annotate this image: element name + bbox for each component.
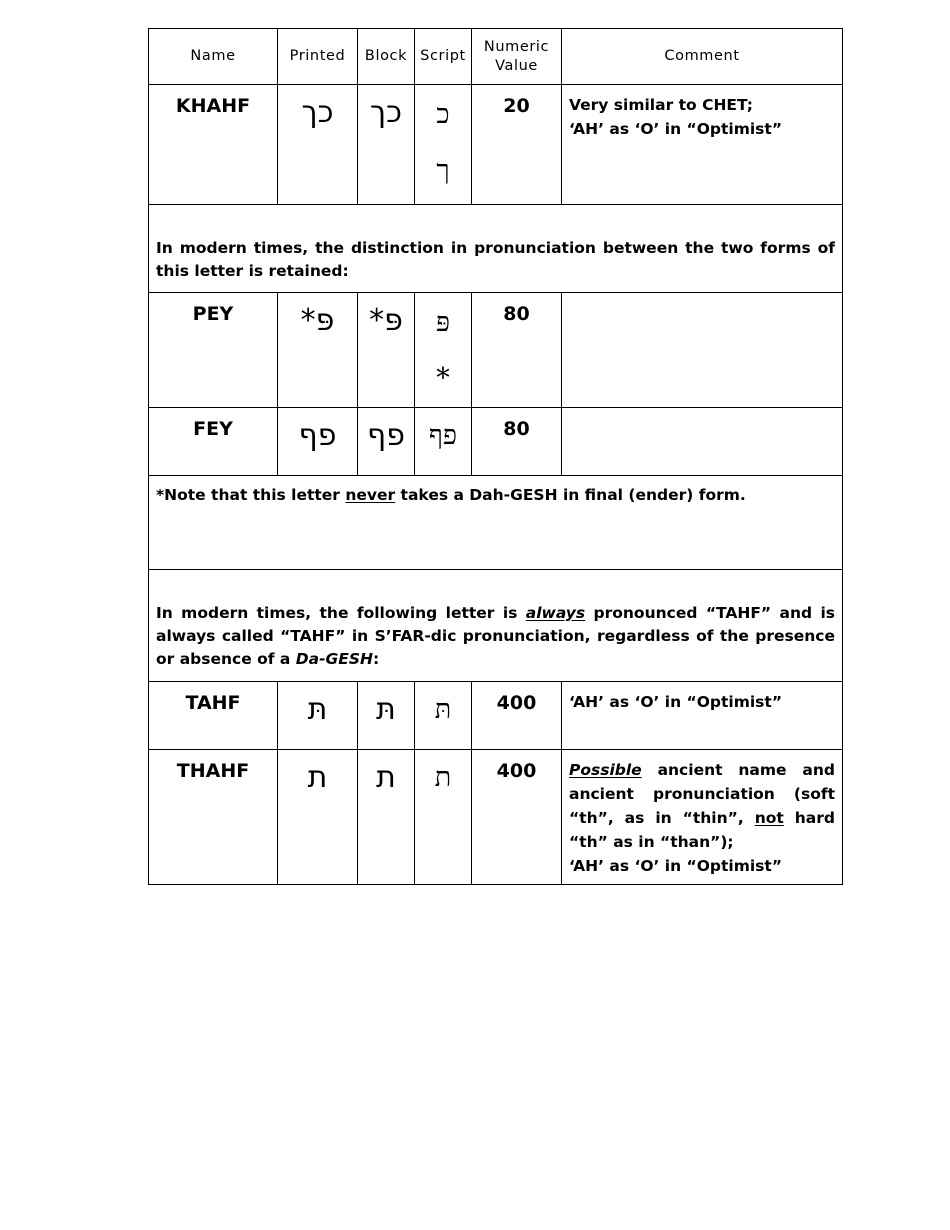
comment	[562, 408, 843, 476]
note-row-tahf	[149, 570, 843, 682]
note-dagesh-suffix: takes a Dah-GESH in final (ender) form.	[395, 486, 746, 504]
table-row-fey	[149, 408, 843, 476]
comment	[562, 750, 843, 885]
header-printed: Printed	[278, 29, 358, 85]
script-form-line2: *	[436, 363, 450, 394]
numeric-value: 400	[472, 682, 562, 750]
note-distinction: In modern times, the distinction in pronunciation between the two forms of this letter is retained:	[149, 205, 843, 293]
numeric-value: 20	[472, 85, 562, 205]
printed-form: *פּ	[278, 293, 358, 408]
letter-name: TAHF	[149, 682, 278, 750]
printed-form: ת	[278, 750, 358, 885]
header-name: Name	[149, 29, 278, 85]
printed-form: כך	[278, 85, 358, 205]
table-row-pey	[149, 293, 843, 408]
printed-form: פף	[278, 408, 358, 476]
block-form: ת	[358, 750, 415, 885]
numeric-value: 400	[472, 750, 562, 885]
table-row-tahf	[149, 682, 843, 750]
note-dagesh-never: never	[345, 486, 396, 504]
letter-name: PEY	[149, 293, 278, 408]
comment-possible: Possible	[569, 761, 642, 779]
note-tahf-dagesh: Da-GESH	[295, 650, 373, 668]
letter-name: KHAHF	[149, 85, 278, 205]
hebrew-letters-table	[148, 28, 843, 885]
comment-part2: hard “th” as in “than”);	[569, 809, 835, 851]
numeric-value: 80	[472, 408, 562, 476]
note-row-dagesh	[149, 476, 843, 570]
comment	[562, 85, 843, 205]
script-form	[415, 293, 472, 408]
comment: ‘AH’ as ‘O’ in “Optimist”	[562, 682, 843, 750]
letter-name: FEY	[149, 408, 278, 476]
comment-line2: ‘AH’ as ‘O’ in “Optimist”	[569, 120, 783, 138]
comment-line1	[569, 758, 835, 854]
table-row-khahf	[149, 85, 843, 205]
note-dagesh	[149, 476, 843, 570]
header-block: Block	[358, 29, 415, 85]
note-tahf-prefix: In modern times, the following letter is	[156, 604, 526, 622]
block-form: כך	[358, 85, 415, 205]
note-dagesh-prefix: *Note that this letter	[156, 486, 346, 504]
header-numeric-line1: Numeric	[483, 38, 550, 55]
block-form: תּ	[358, 682, 415, 750]
script-form-line1: פּ	[435, 307, 451, 338]
note-tahf-always: always	[525, 604, 586, 622]
comment-line1: Very similar to CHET;	[569, 96, 753, 114]
script-form: ת	[415, 750, 472, 885]
header-numeric-value	[472, 29, 562, 85]
note-row-distinction	[149, 205, 843, 293]
script-form-line2: ך	[436, 155, 450, 186]
block-form: *פּ	[358, 293, 415, 408]
header-comment: Comment	[562, 29, 843, 85]
comment	[562, 293, 843, 408]
note-tahf	[149, 570, 843, 682]
comment-part1: ancient name and ancient pronunciation (soft “th”, as in “thin”,	[569, 761, 835, 827]
script-form-line1: כ	[436, 99, 450, 130]
note-tahf-middle: pronounced “TAHF” and is always called “TAHF” in S’FAR-dic pronunciation, regardless of the presence or absence of a	[156, 604, 835, 668]
table-row-thahf	[149, 750, 843, 885]
header-row	[149, 29, 843, 85]
script-form: תּ	[415, 682, 472, 750]
note-tahf-suffix: :	[372, 650, 380, 668]
numeric-value: 80	[472, 293, 562, 408]
comment-not: not	[754, 809, 784, 827]
header-script: Script	[415, 29, 472, 85]
block-form: פף	[358, 408, 415, 476]
printed-form: תּ	[278, 682, 358, 750]
script-form: פף	[415, 408, 472, 476]
script-form	[415, 85, 472, 205]
header-numeric-line2: Value	[495, 57, 538, 74]
comment-line2: ‘AH’ as ‘O’ in “Optimist”	[569, 857, 783, 875]
letter-name: THAHF	[149, 750, 278, 885]
